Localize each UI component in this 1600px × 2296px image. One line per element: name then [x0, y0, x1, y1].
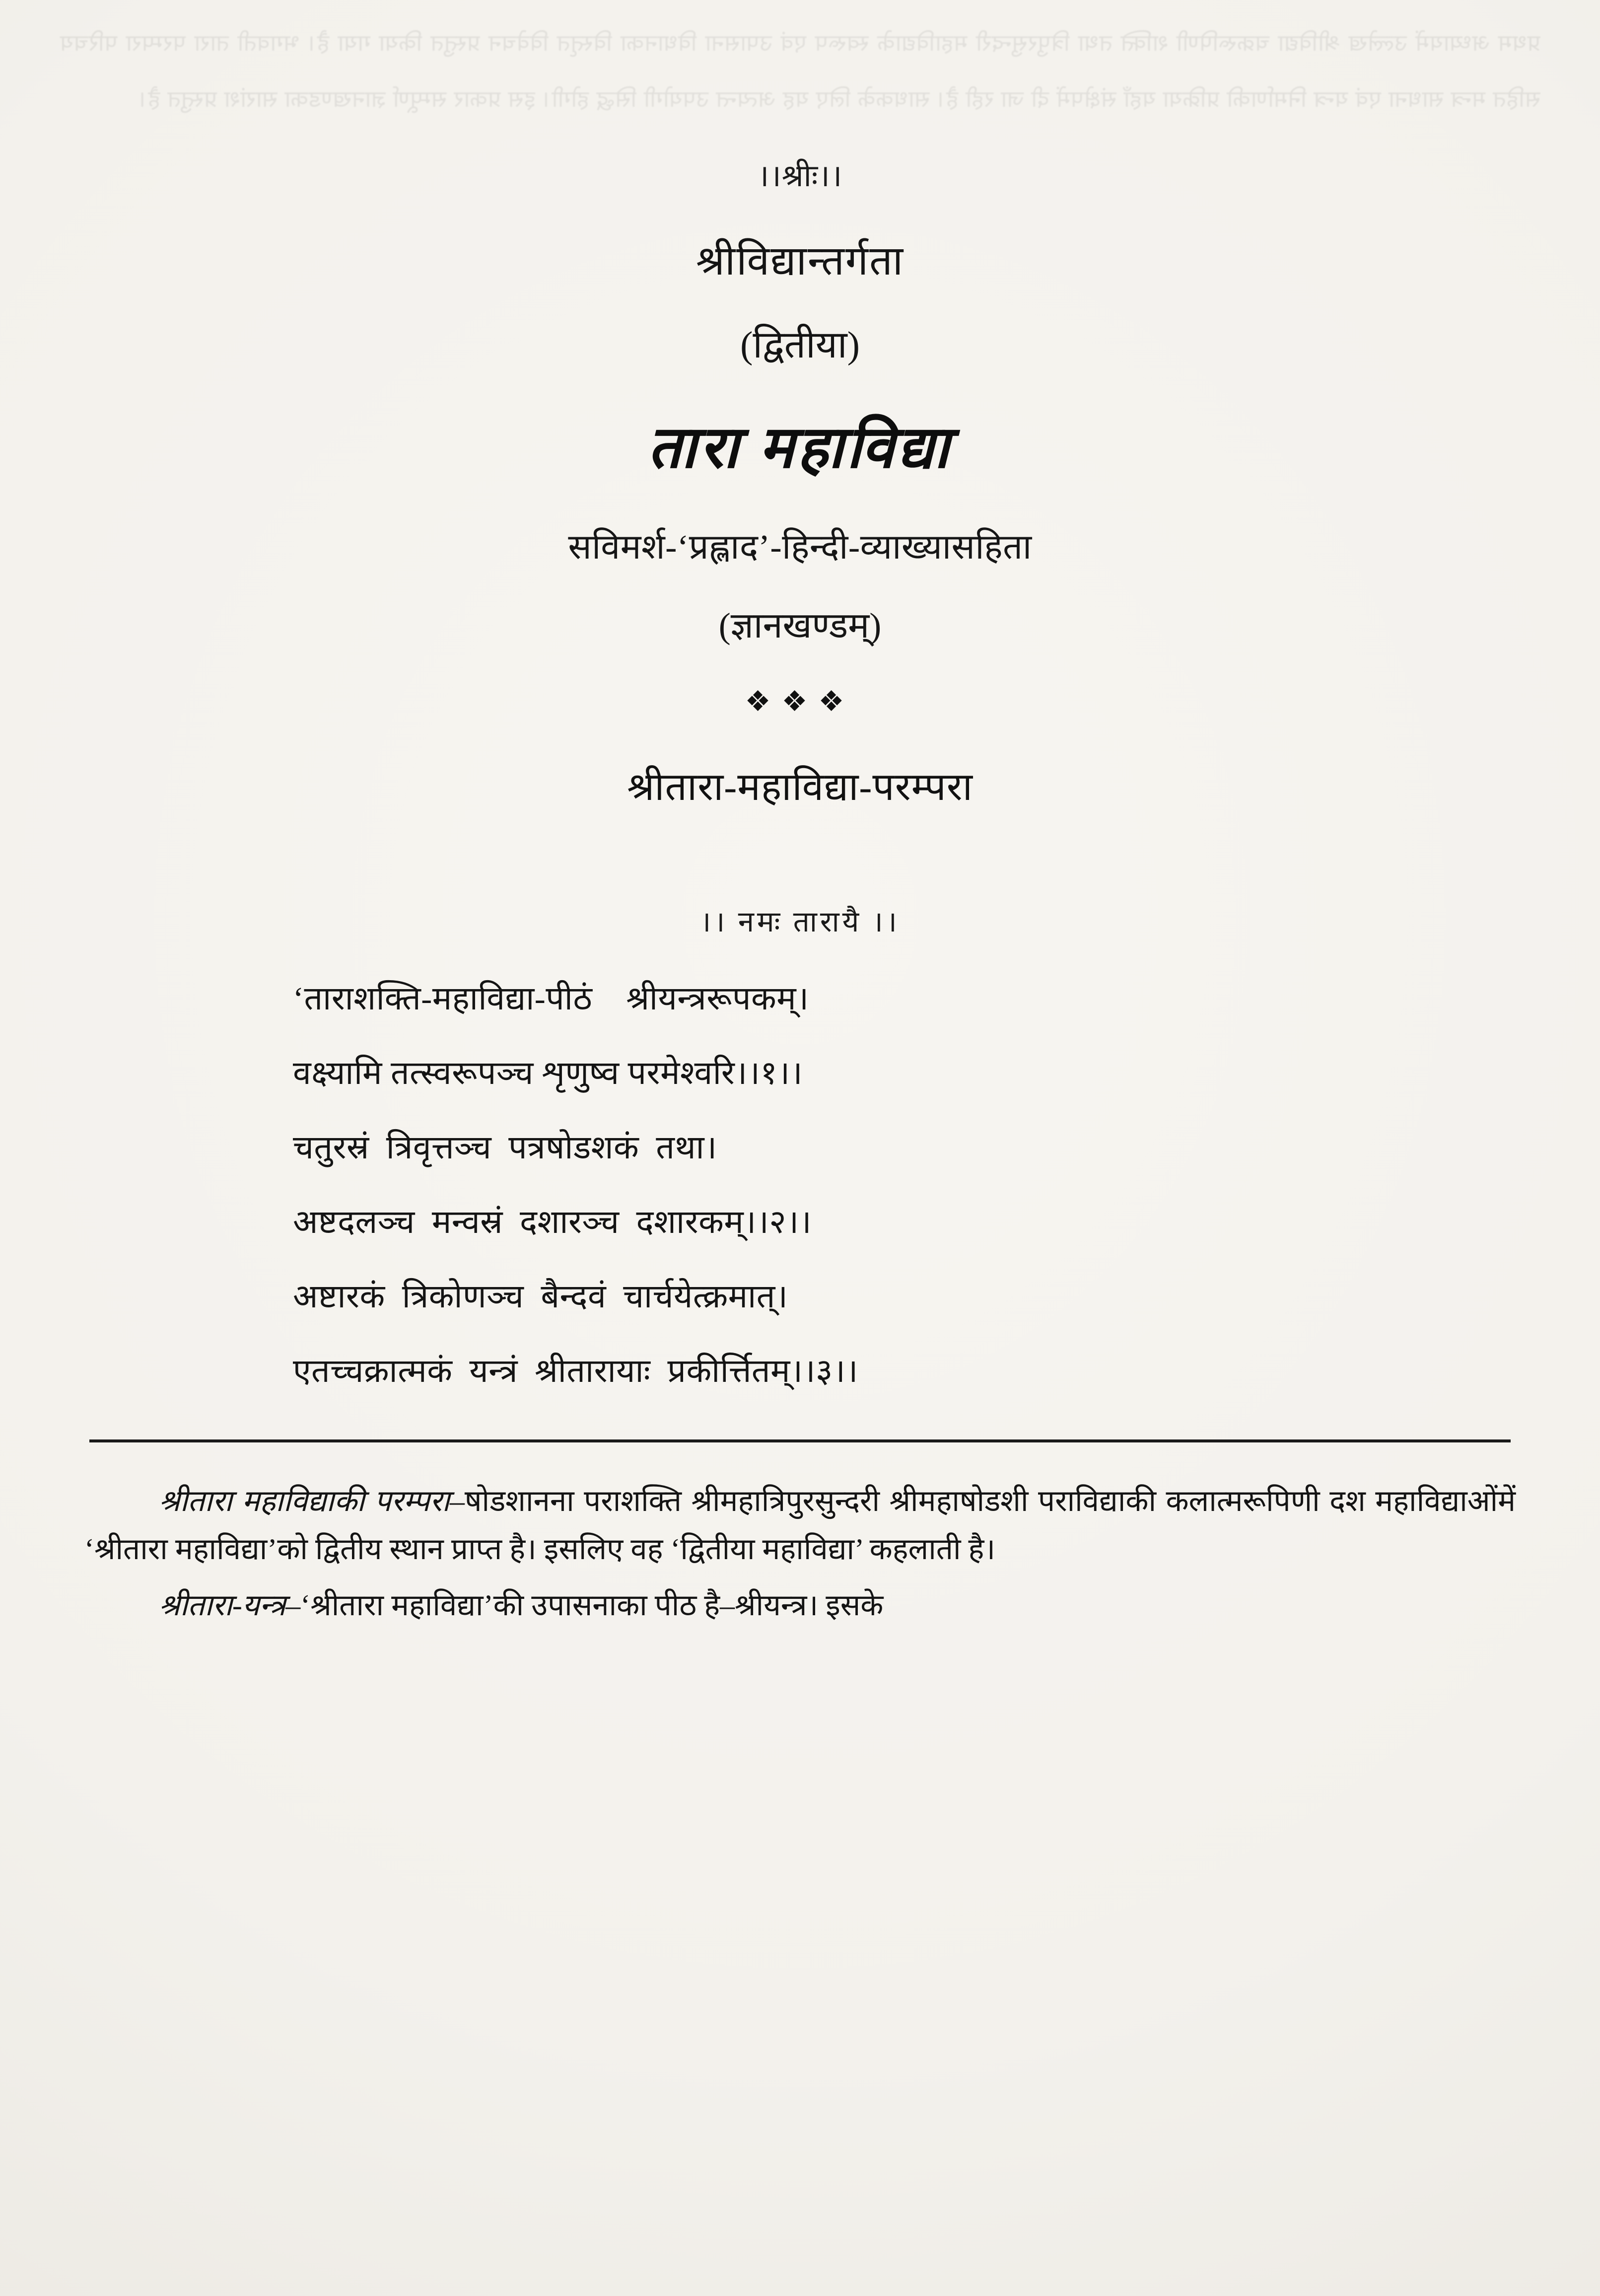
verse-line: अष्टदलञ्च मन्वस्रं दशारञ्च दशारकम्।।२।। — [293, 1204, 812, 1240]
commentary-paragraph — [84, 1477, 1516, 1574]
verse-line: एतच्चक्रात्मकं यन्त्रं श्रीतारायाः प्रकीर्त्तितम्।।३।। — [293, 1353, 858, 1389]
page-subtitle: सविमर्श-‘प्रह्लाद’-हिन्दी-व्याख्यासहिता — [568, 528, 1032, 567]
tradition-heading: श्रीतारा-महाविद्या-परम्परा — [627, 765, 973, 808]
section-note: (ज्ञानखण्डम्) — [718, 606, 882, 646]
verse-line: अष्टारकं त्रिकोणञ्च बैन्दवं चार्चयेत्क्रमात्। — [293, 1279, 788, 1315]
page-title: तारा महाविद्या — [647, 415, 952, 480]
verse-line: वक्ष्यामि तत्स्वरूपञ्च शृणुष्व परमेश्वरि।।१।। — [293, 1055, 803, 1091]
bleed-through-text: प्रथम अध्यायमें उल्लेख श्रीविद्या चक्ररूपिणी शक्ति तथा त्रिपुरसुन्दरी महाविद्याके स्वरूप एवं उपासना विधानका विस्तृत विवेचन प्रस्तुत किया गया है। भगवती तारा परम्परा परिचय सहित मन्त्र साधना एवं यन्त्र निर्माणकी प्रक्रिया यहाँ संक्षेपमें दी जा रही है। साधकके लिए यह अत्यन्त उपयोगी सिद्ध होगी। इस प्रकार सम्पूर्ण ज्ञानखण्डका सारांश प्रस्तुत है। — [60, 30, 1540, 112]
commentary-text: ‘श्रीतारा महाविद्या’की उपासनाका पीठ है–श्रीयन्त्र। इसके — [300, 1589, 884, 1622]
salutation-line: ।। नमः तारायै ।। — [700, 906, 900, 938]
invocation-line: ।।श्रीः।। — [757, 159, 843, 193]
verse-line: चतुरस्रं त्रिवृत्तञ्च पत्रषोडशकं तथा। — [293, 1130, 717, 1166]
commentary-block — [84, 1477, 1516, 1630]
title-line-two: (द्वितीया) — [740, 324, 860, 366]
commentary-lemma: श्रीतारा-यन्त्र– — [159, 1589, 301, 1622]
verse-line: ‘ताराशक्ति-महाविद्या-पीठं श्रीयन्त्ररूपकम्। — [293, 981, 809, 1017]
diamond-ornament-icon: ❖❖❖ — [745, 685, 855, 718]
commentary-paragraph — [84, 1581, 1516, 1630]
commentary-text: षोडशानना पराशक्ति श्रीमहात्रिपुरसुन्दरी श्रीमहाषोडशी पराविद्याकी कलात्मरूपिणी दश महाविद्याओंमें ‘श्रीतारा महाविद्या’को द्वितीय स्थान प्राप्त है। इसलिए वह ‘द्वितीया महाविद्या’ कहलाती है। — [84, 1485, 1516, 1566]
horizontal-rule — [89, 1439, 1511, 1442]
verse-block — [84, 975, 1516, 1392]
title-line-one: श्रीविद्यान्तर्गता — [696, 238, 904, 284]
commentary-lemma: श्रीतारा महाविद्याकी परम्परा– — [159, 1485, 465, 1517]
